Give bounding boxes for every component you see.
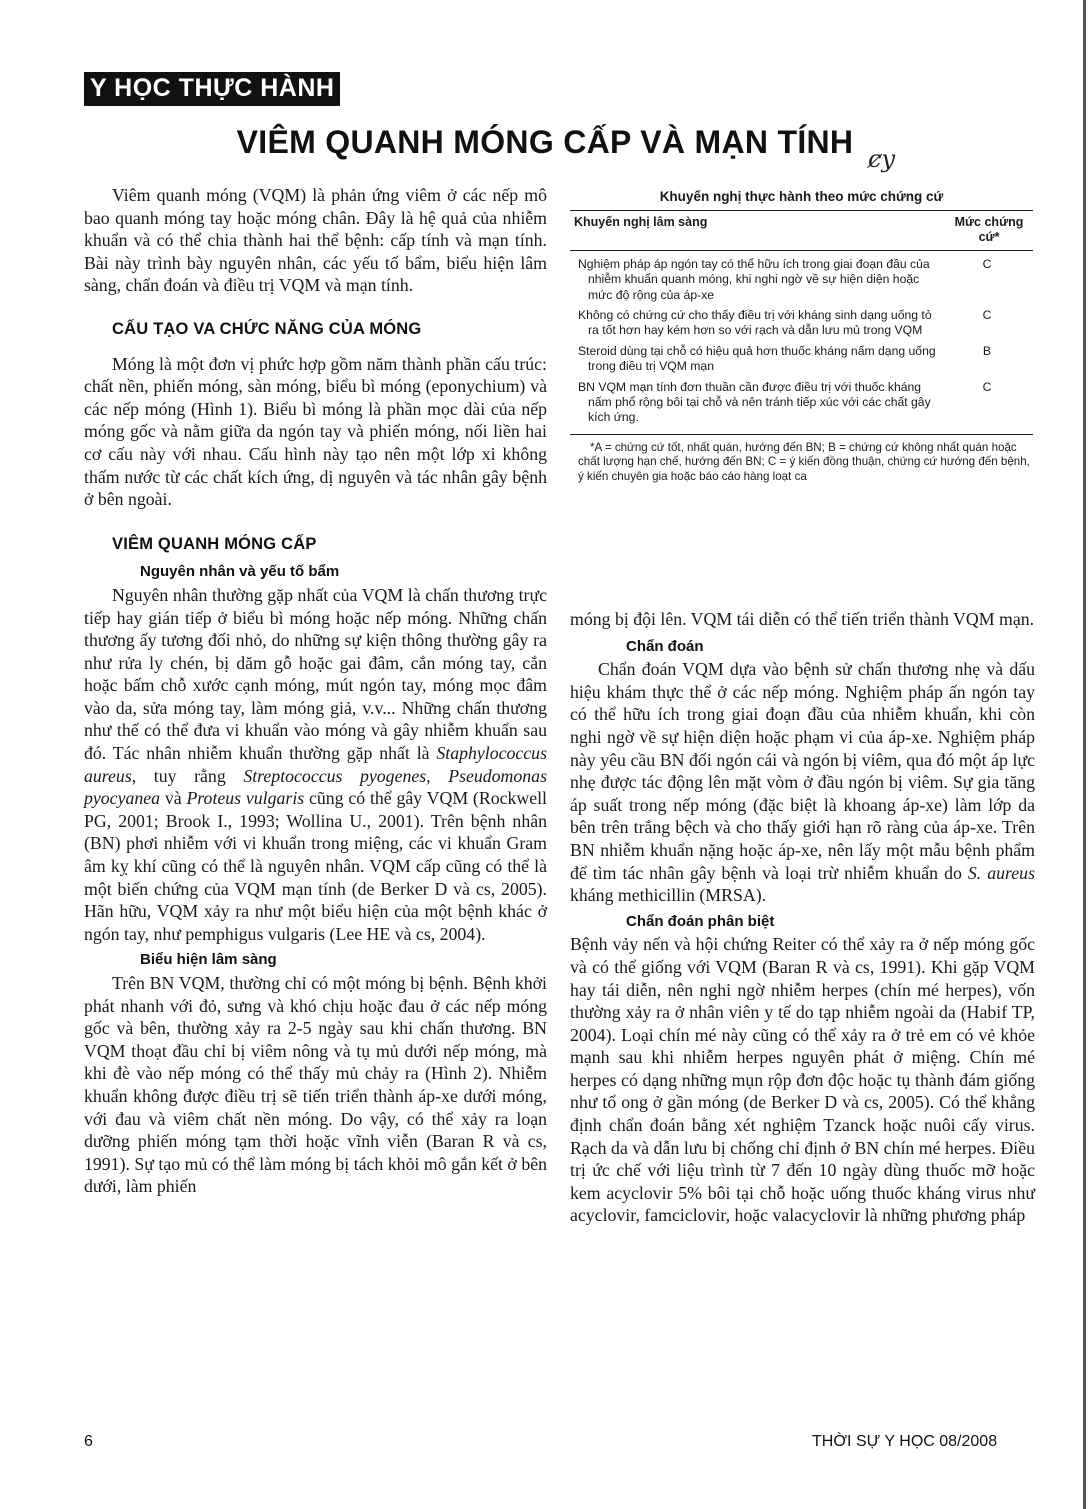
handwritten-signature: ȼy [868, 145, 895, 173]
diagnosis-heading: Chẩn đoán [626, 637, 704, 655]
recommendation-title: Khuyến nghị thực hành theo mức chứng cứ [659, 189, 944, 204]
journal-footer: THỜI SỰ Y HỌC 08/2008 [812, 1433, 998, 1450]
section-label: Y HỌC THỰC HÀNH [84, 72, 340, 106]
acute-heading: VIÊM QUANH MÓNG CẤP [112, 534, 317, 553]
table-row: Steroid dùng tại chỗ có hiệu quả hơn thuốc kháng nấm dạng uống trong điều trị VQM mạn B [578, 343, 992, 374]
recommendation-box [570, 189, 1033, 484]
column-header-recommendation: Khuyến nghị lâm sàng [570, 211, 945, 251]
article-title: VIÊM QUANH MÓNG CẤP VÀ MẠN TÍNH [236, 124, 854, 160]
page-number: 6 [84, 1433, 93, 1450]
differential-paragraph: Bệnh vảy nến và hội chứng Reiter có thể xảy ra ở nếp móng gốc và có thể giống với VQM (Baran R và cs, 1991). Khi gặp VQM hay tái diễn, nên nghi ngờ nhiễm herpes (chín mé herpes), vốn thường xảy ra ở nhân viên y tế do tạp nhiễm ngoài da (Habif TP, 2004). Loại chín mé này cũng có thể xảy ra ở trẻ em có vẻ khỏe mạnh sau khi nhiễm herpes nguyên phát ở miệng. Chín mé herpes có dạng những mụn rộp đơn độc hoặc tụ thành đám giống như tổ ong ở gần móng (de Berker D và cs, 2005). Có thể khẳng định chẩn đoán bằng xét nghiệm Tzanck hoặc nuôi cấy virus. Rạch da và dẫn lưu bị chống chỉ định ở BN chín mé herpes. Điều trị ức chế với liệu trình từ 7 đến 10 ngày dùng thuốc mỡ hoặc kem acyclovir 5% bôi tại chỗ hoặc uống thuốc kháng virus như acyclovir, famciclovir, hoặc valacyclovir là những phương pháp [570, 934, 1035, 1226]
table-row: Không có chứng cứ cho thấy điều trị với kháng sinh dạng uống tỏ ra tốt hơn hay kém hơn so với rạch và dẫn lưu mủ trong VQM C [578, 308, 992, 338]
recommendation-table [570, 210, 1033, 435]
table-row: BN VQM mạn tính đơn thuần cần được điều trị với thuốc kháng nấm phổ rộng bôi tại chỗ và nên tránh tiếp xúc với các chất gây kích ứng. C [570, 377, 1033, 435]
table-row: Nghiệm pháp áp ngón tay có thể hữu ích trong giai đoạn đầu của nhiễm khuẩn quanh móng, khi nghi ngờ về sự hiện diện hoặc mức độ rộng của áp-xe C [578, 256, 992, 302]
column-header-level: Mức chứng cứ* [945, 211, 1033, 251]
structure-paragraph: Móng là một đơn vị phức hợp gồm năm thành phần cấu trúc: chất nền, phiến móng, sàn móng, biểu bì móng (eponychium) và các nếp móng (Hình 1). Biểu bì móng là phần mọc dài của nếp móng gốc và nằm giữa da ngón tay và phiến móng, nối liền hai cơ cấu này với nhau. Cấu hình này tạo nên một lớp xi không thấm nước từ các chất kích ứng, dị nguyên và tác nhân gây bệnh ở bên ngoài. [84, 353, 547, 510]
left-column [84, 184, 547, 1198]
differential-heading: Chẩn đoán phân biệt [626, 912, 775, 930]
clinical-heading: Biểu hiện lâm sàng [140, 951, 277, 969]
right-column [570, 608, 1035, 1227]
cause-paragraph: Nguyên nhân thường gặp nhất của VQM là chấn thương trực tiếp hay gián tiếp ở biểu bì móng hoặc nếp móng. Những chấn thương ấy tương đối nhỏ, do những sự kiện thông thường gây ra như rửa ly chén, bị dăm gỗ hoặc gai đâm, cắn móng tay, cắn hoặc bấm chỗ xước cạnh móng, mút ngón tay, móng mọc đâm vào da, sửa móng tay, làm móng giả, v.v... Những chấn thương như thế có thể đưa vi khuẩn vào móng và gây nhiễm khuẩn sau đó. Tác nhân nhiễm khuẩn thường gặp nhất là Staphylococcus aureus, tuy rằng Streptococcus pyogenes, Pseudomonas pyocyanea và Proteus vulgaris cũng có thể gây VQM (Rockwell PG, 2001; Brook I., 1993; Wollina U., 2001). Trên bệnh nhân (BN) phơi nhiễm với vi khuẩn trong miệng, các vi khuẩn Gram âm kỵ khí cũng có thể là nguyên nhân. VQM cấp cũng có thể là một biến chứng của VQM mạn tính (de Berker D và cs, 2005). Hãn hữu, VQM xảy ra như một biểu hiện của một bệnh khác ở ngón tay, như pemphigus vulgaris (Lee HE và cs, 2004). [84, 584, 547, 944]
cause-heading: Nguyên nhân và yếu tố bẩm [140, 563, 340, 581]
table-footnote: *A = chứng cứ tốt, nhất quán, hướng đến BN; B = chứng cứ không nhất quán hoặc chất lượng hạn chế, hướng đến BN; C = ý kiến đồng thuận, chứng cứ hướng đến bệnh, ý kiến chuyên gia hoặc báo cáo hàng loạt ca [578, 440, 1030, 483]
diagnosis-paragraph: Chẩn đoán VQM dựa vào bệnh sử chấn thương nhẹ và dấu hiệu khám thực thể ở các nếp móng. Nghiệm pháp ấn ngón tay có thể hữu ích trong giai đoạn đầu của nhiễm khuẩn, khi còn nghi ngờ về sự hiện diện hoặc phạm vi của áp-xe. Nghiệm pháp này yêu cầu BN đối ngón cái và ngón bị viêm, qua đó một áp lực nhẹ được tác động lên mặt vòm ở đầu ngón bị viêm. Sự gia tăng áp suất trong nếp móng (đặc biệt là khoang áp-xe) làm lớp da bên trên trắng bệch và cho thấy giới hạn rõ ràng của áp-xe. Trên BN nhiễm khuẩn nặng hoặc áp-xe, nên lấy một mẫu bệnh phẩm để tìm tác nhân gây bệnh và loại trừ nhiễm khuẩn do S. aureus kháng methicillin (MRSA). [570, 659, 1035, 906]
clinical-paragraph: Trên BN VQM, thường chỉ có một móng bị bệnh. Bệnh khởi phát nhanh với đỏ, sưng và khó chịu hoặc đau ở các nếp móng gốc và bên, thường xảy ra 2-5 ngày sau khi chấn thương. BN VQM thoạt đầu chỉ bị viêm nông và tụ mủ dưới nếp móng, mà khi đè vào nếp móng có thể thấy mủ chảy ra (Hình 2). Nhiễm khuẩn không được điều trị sẽ tiến triển thành áp-xe dưới móng, với đau và viêm chất nền móng. Do vậy, có thể xảy ra loạn dưỡng phiến móng tạm thời hoặc vĩnh viễn (Baran R và cs, 1991). Sự tạo mủ có thể làm móng bị tách khỏi mô gắn kết ở bên dưới, làm phiến [84, 973, 547, 1197]
intro-paragraph: Viêm quanh móng (VQM) là phản ứng viêm ở các nếp mô bao quanh móng tay hoặc móng chân. Đây là hệ quả của nhiễm khuẩn và có thể chia thành hai thể bệnh: cấp tính và mạn tính. Bài này trình bày nguyên nhân, các yếu tố bẩm, biểu hiện lâm sàng, chẩn đoán và điều trị VQM và mạn tính. [84, 185, 547, 296]
scan-edge [1083, 0, 1086, 1509]
structure-heading: CẤU TẠO VA CHỨC NĂNG CỦA MÓNG [112, 319, 422, 338]
clinical-continuation: móng bị đội lên. VQM tái diễn có thể tiến triển thành VQM mạn. [570, 609, 1035, 629]
